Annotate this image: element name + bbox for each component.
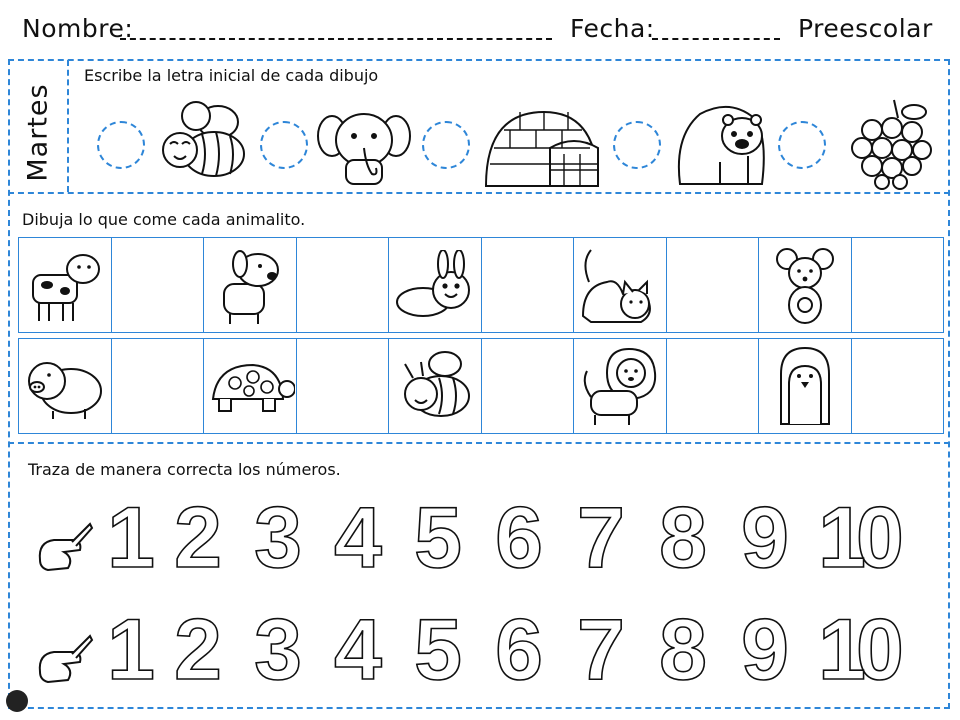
level-label: Preescolar xyxy=(798,14,933,43)
answer-circle-2[interactable] xyxy=(260,121,308,169)
bear-picture xyxy=(670,96,770,188)
trace-numbers-row-1 xyxy=(104,488,906,588)
trace-number-5[interactable]: 5 xyxy=(414,490,462,586)
day-divider xyxy=(67,60,69,192)
trace-number-4[interactable]: 4 xyxy=(334,602,382,698)
cow-picture xyxy=(25,245,105,325)
section2-instruction: Dibuja lo que come cada animalito. xyxy=(22,210,306,229)
lion-picture xyxy=(579,343,661,429)
trace-number-10[interactable]: 10 xyxy=(818,490,894,586)
trace-number-1[interactable]: 1 xyxy=(107,602,155,698)
bee-picture xyxy=(156,94,252,190)
animal-cell-rabbit xyxy=(389,238,482,332)
trace-number-3[interactable]: 3 xyxy=(254,602,302,698)
answer-circle-3[interactable] xyxy=(422,121,470,169)
trace-number-6[interactable]: 6 xyxy=(495,602,543,698)
dog-picture xyxy=(210,244,290,326)
cat-picture xyxy=(577,242,663,328)
section1-instruction: Escribe la letra inicial de cada dibujo xyxy=(84,66,379,85)
date-label: Fecha: xyxy=(570,14,655,43)
trace-number-7[interactable]: 7 xyxy=(577,490,625,586)
day-label xyxy=(10,78,66,186)
animal-cell-turtle xyxy=(204,339,297,433)
mouse-picture xyxy=(775,243,835,327)
food-cell-cow[interactable] xyxy=(112,238,205,332)
animal-cell-penguin xyxy=(759,339,852,433)
trace-numbers-row-2 xyxy=(104,600,906,700)
date-line[interactable] xyxy=(652,38,780,40)
grapes-picture xyxy=(846,96,936,190)
animal-cell-lion xyxy=(574,339,667,433)
answer-circle-1[interactable] xyxy=(97,121,145,169)
animal-cell-mouse xyxy=(759,238,852,332)
name-label: Nombre: xyxy=(22,14,134,43)
day-text: Martes xyxy=(22,82,54,182)
food-cell-mouse[interactable] xyxy=(852,238,944,332)
answer-circle-4[interactable] xyxy=(613,121,661,169)
food-cell-cat[interactable] xyxy=(667,238,760,332)
animal-cell-cat xyxy=(574,238,667,332)
food-cell-penguin[interactable] xyxy=(852,339,944,433)
food-cell-lion[interactable] xyxy=(667,339,760,433)
trace-number-3[interactable]: 3 xyxy=(254,490,302,586)
trace-number-10[interactable]: 10 xyxy=(818,602,894,698)
trace-number-6[interactable]: 6 xyxy=(495,490,543,586)
food-cell-dog[interactable] xyxy=(297,238,390,332)
trace-number-9[interactable]: 9 xyxy=(741,602,789,698)
trace-number-9[interactable]: 9 xyxy=(741,490,789,586)
publisher-logo xyxy=(6,690,28,712)
igloo-picture xyxy=(480,104,608,190)
rabbit-picture xyxy=(393,250,477,320)
food-cell-turtle[interactable] xyxy=(297,339,390,433)
trace-number-8[interactable]: 8 xyxy=(659,490,707,586)
food-grid-row-2 xyxy=(18,338,944,434)
food-grid-row-1 xyxy=(18,237,944,333)
trace-number-2[interactable]: 2 xyxy=(174,602,222,698)
divider-1 xyxy=(8,192,950,194)
trace-number-8[interactable]: 8 xyxy=(659,602,707,698)
turtle-picture xyxy=(205,355,295,417)
animal-cell-cow xyxy=(19,238,112,332)
penguin-picture xyxy=(775,344,835,428)
writing-hand-icon xyxy=(34,520,94,576)
divider-2 xyxy=(8,442,950,444)
animal-cell-pig xyxy=(19,339,112,433)
section3-instruction: Traza de manera correcta los números. xyxy=(28,460,341,479)
food-cell-rabbit[interactable] xyxy=(482,238,575,332)
animal-cell-dog xyxy=(204,238,297,332)
trace-number-4[interactable]: 4 xyxy=(334,490,382,586)
name-line[interactable] xyxy=(120,38,552,40)
writing-hand-icon xyxy=(34,632,94,688)
trace-number-5[interactable]: 5 xyxy=(414,602,462,698)
trace-number-7[interactable]: 7 xyxy=(577,602,625,698)
elephant-picture xyxy=(316,104,412,190)
pig-picture xyxy=(23,351,107,421)
trace-number-2[interactable]: 2 xyxy=(174,490,222,586)
answer-circle-5[interactable] xyxy=(778,121,826,169)
trace-number-1[interactable]: 1 xyxy=(107,490,155,586)
food-cell-pig[interactable] xyxy=(112,339,205,433)
food-cell-bee[interactable] xyxy=(482,339,575,433)
animal-cell-bee xyxy=(389,339,482,433)
bee-small-picture xyxy=(395,346,475,426)
